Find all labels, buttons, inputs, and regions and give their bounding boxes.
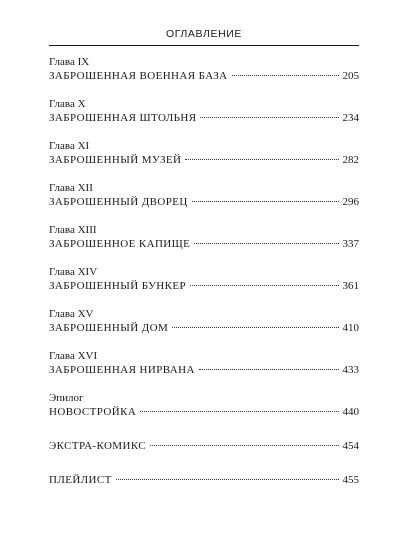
chapter-title: ЭКСТРА-КОМИКС bbox=[49, 440, 147, 452]
dot-leader bbox=[232, 75, 339, 76]
chapter-title: ЗАБРОШЕННЫЙ ДВОРЕЦ bbox=[49, 196, 188, 208]
page-number: 234 bbox=[342, 112, 359, 124]
page-header: ОГЛАВЛЕНИЕ bbox=[165, 28, 243, 40]
page-number: 410 bbox=[342, 322, 359, 334]
dot-leader bbox=[140, 411, 338, 412]
chapter-label: Глава XIV bbox=[49, 266, 98, 278]
page-number: 205 bbox=[342, 70, 359, 82]
toc-entry-playlist[interactable] bbox=[49, 473, 359, 487]
toc-entry-chapter-12[interactable] bbox=[49, 182, 359, 209]
chapter-label: Глава XV bbox=[49, 308, 94, 320]
chapter-label: Глава XII bbox=[49, 182, 93, 194]
header-rule bbox=[49, 45, 359, 46]
page-number: 337 bbox=[342, 238, 359, 250]
toc-entry-extra-comics[interactable] bbox=[49, 439, 359, 453]
dot-leader bbox=[199, 369, 339, 370]
chapter-title: ЗАБРОШЕННЫЙ БУНКЕР bbox=[49, 280, 186, 292]
chapter-title: НОВОСТРОЙКА bbox=[49, 406, 137, 418]
page-number: 282 bbox=[342, 154, 359, 166]
toc-entry-chapter-13[interactable] bbox=[49, 224, 359, 251]
toc-entry-chapter-16[interactable] bbox=[49, 350, 359, 377]
chapter-label: Глава IX bbox=[49, 56, 90, 68]
chapter-title: ЗАБРОШЕННОЕ КАПИЩЕ bbox=[49, 238, 191, 250]
dot-leader bbox=[185, 159, 338, 160]
dot-leader bbox=[172, 327, 338, 328]
dot-leader bbox=[190, 285, 339, 286]
dot-leader bbox=[192, 201, 339, 202]
page-number: 455 bbox=[342, 474, 359, 486]
chapter-label: Глава X bbox=[49, 98, 86, 110]
page-number: 296 bbox=[342, 196, 359, 208]
page-number: 440 bbox=[342, 406, 359, 418]
chapter-label: Глава XVI bbox=[49, 350, 98, 362]
dot-leader bbox=[150, 445, 338, 446]
chapter-title: ЗАБРОШЕННЫЙ ДОМ bbox=[49, 322, 169, 334]
chapter-title: ЗАБРОШЕННАЯ НИРВАНА bbox=[49, 364, 195, 376]
page-number: 454 bbox=[342, 440, 359, 452]
chapter-title: ЗАБРОШЕННАЯ ШТОЛЬНЯ bbox=[49, 112, 197, 124]
chapter-title: ПЛЕЙЛИСТ bbox=[49, 474, 112, 486]
toc-entry-epilogue[interactable] bbox=[49, 392, 359, 419]
chapter-label: Эпилог bbox=[49, 392, 84, 404]
dot-leader bbox=[116, 479, 339, 480]
dot-leader bbox=[200, 117, 338, 118]
toc-entry-chapter-14[interactable] bbox=[49, 266, 359, 293]
dot-leader bbox=[194, 243, 338, 244]
toc-entry-chapter-9[interactable] bbox=[49, 56, 359, 83]
chapter-title: ЗАБРОШЕННЫЙ МУЗЕЙ bbox=[49, 154, 182, 166]
page-number: 361 bbox=[342, 280, 359, 292]
table-of-contents bbox=[49, 56, 359, 507]
chapter-title: ЗАБРОШЕННАЯ ВОЕННАЯ БАЗА bbox=[49, 70, 228, 82]
page-number: 433 bbox=[342, 364, 359, 376]
toc-entry-chapter-11[interactable] bbox=[49, 140, 359, 167]
toc-entry-chapter-15[interactable] bbox=[49, 308, 359, 335]
chapter-label: Глава XI bbox=[49, 140, 90, 152]
chapter-label: Глава XIII bbox=[49, 224, 97, 236]
toc-entry-chapter-10[interactable] bbox=[49, 98, 359, 125]
